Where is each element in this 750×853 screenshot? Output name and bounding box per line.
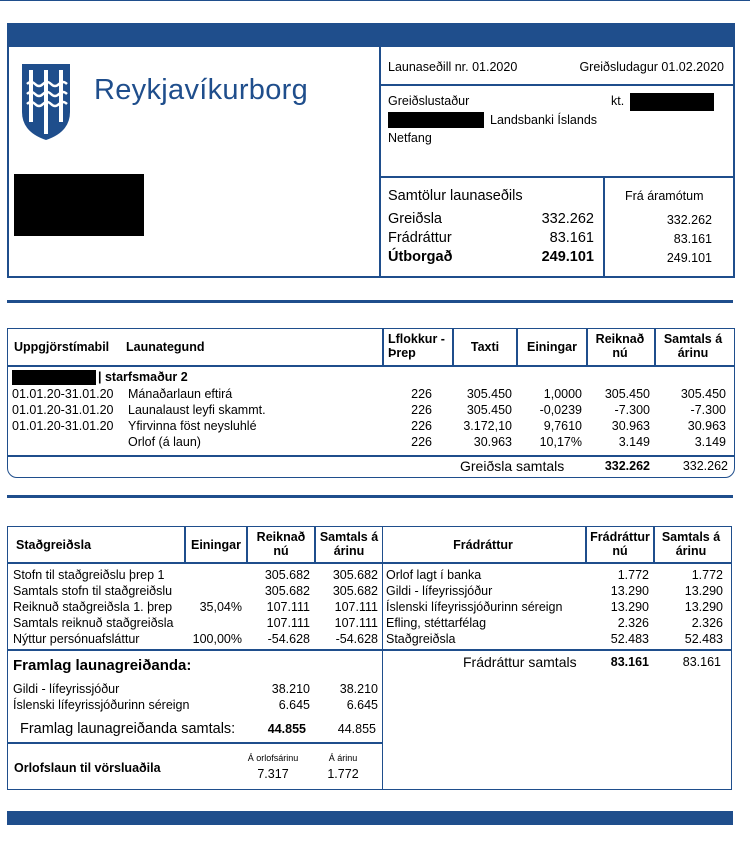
email-label: Netfang [388,131,432,145]
ded-col-ytd: Samtals á árinu [661,530,721,558]
ded-label: Staðgreiðsla [386,632,456,646]
wage-grade: 226 [411,387,432,401]
wages-total-calc: 332.262 [604,459,650,473]
ded-label: Íslenski lífeyrissjóðurinn séreign [386,600,563,614]
top-rule [0,0,750,1]
deduction-row [381,631,731,647]
deduction-row [381,583,731,599]
deduction-row [381,567,731,583]
ded-total-label: Frádráttur samtals [463,654,577,670]
employer-total-label: Framlag launagreiðanda samtals: [20,721,236,737]
summary-row-net [388,249,728,267]
header-hdivider-1 [380,84,733,86]
ded-calc: 52.483 [610,632,649,646]
col-divider [586,329,588,365]
wage-row [8,418,734,434]
summary-label: Greiðsla [388,211,442,227]
ded-col-calc: Frádráttur nú [590,530,650,558]
summary-row-payment [388,211,728,229]
wage-units: 1,0000 [543,387,582,401]
footer-band [7,811,733,825]
kt-label: kt. [611,94,625,108]
ded-ytd: 52.483 [684,632,723,646]
employer-calc: 38.210 [271,682,310,696]
ded-calc: 13.290 [610,600,649,614]
wage-ytd: 305.450 [680,387,726,401]
wage-rate: 305.450 [466,387,512,401]
wage-ytd: 30.963 [687,419,726,433]
tax-units: 100,00% [192,632,242,646]
wage-row [8,386,734,402]
wage-ytd: 3.149 [694,435,726,449]
ded-ytd: 1.772 [691,568,723,582]
tax-label: Samtals stofn til staðgreiðslu [13,584,173,598]
ded-label: Gildi - lífeyrissjóður [386,584,493,598]
wage-period: 01.01.20-31.01.20 [12,403,114,417]
tax-units: 35,04% [199,600,242,614]
section-separator-2 [7,495,733,498]
tax-title: Staðgreiðsla [16,538,92,552]
redacted-account [388,112,484,128]
tax-box [7,526,383,790]
employer-label: Íslenski lífeyrissjóðurinn séreign [13,698,190,712]
summary-label: Útborgað [388,249,453,265]
tax-calc: 107.111 [266,600,310,614]
tax-ytd: 107.111 [334,600,378,614]
col-header-ytd: Samtals á árinu [663,332,723,360]
payslip-number: Launaseðill nr. 01.2020 [388,60,518,74]
summary-label: Frádráttur [388,230,452,246]
col-header-calc: Reiknað nú [595,332,645,360]
wage-type: Orlof (á laun) [128,435,201,449]
wages-table [7,328,735,478]
wage-period: 01.01.20-31.01.20 [12,387,114,401]
ded-total-calc: 83.161 [610,655,649,669]
tax-col-ytd: Samtals á árinu [319,530,379,558]
wage-rate: 305.450 [466,403,512,417]
wage-units: -0,0239 [539,403,582,417]
tax-rule [8,649,382,651]
holiday-label: Orlofslaun til vörsluaðila [14,761,161,775]
holiday-col2-value: 1.772 [327,767,359,781]
section-separator-1 [7,300,733,303]
wage-grade: 226 [411,435,432,449]
tax-label: Reiknuð staðgreiðsla 1. þrep [13,600,173,614]
wage-type: Mánaðarlaun eftirá [128,387,233,401]
ded-rule [381,649,731,651]
col-header-type: Launategund [126,340,205,354]
tax-label: Samtals reiknuð staðgreiðsla [13,616,174,630]
wages-header-bottom [8,365,734,367]
deductions-title: Frádráttur [453,538,513,552]
tax-calc: -54.628 [267,632,310,646]
reykjavik-coat-of-arms-icon [20,62,72,142]
summary-ytd: 249.101 [666,251,712,265]
payment-place-label: Greiðslustaður [388,94,470,108]
tax-col-units: Einingar [190,538,241,552]
wages-total-ytd: 332.262 [682,459,728,473]
ded-label: Orlof lagt í banka [386,568,482,582]
wage-rate: 3.172,10 [463,419,512,433]
ded-label: Efling, stéttarfélag [386,616,487,630]
tax-ytd: 305.682 [332,568,378,582]
summary-ytd-title: Frá áramótum [625,189,704,203]
bank-name: Landsbanki Íslands [490,113,598,127]
tax-ytd: 305.682 [332,584,378,598]
summary-ytd: 332.262 [666,213,712,227]
wage-type: Launalaust leyfi skammt. [128,403,266,417]
employer-label: Gildi - lífeyrissjóður [13,682,120,696]
employer-ytd: 6.645 [346,698,378,712]
tax-label: Nýttur persónuafsláttur [13,632,140,646]
wage-grade: 226 [411,403,432,417]
employer-ytd: 38.210 [339,682,378,696]
wage-calc: 305.450 [604,387,650,401]
ded-ytd: 2.326 [691,616,723,630]
wage-rate: 30.963 [473,435,512,449]
wage-units: 10,17% [539,435,582,449]
wage-grade: 226 [411,419,432,433]
deduction-row [381,599,731,615]
ded-header-bottom [381,562,731,564]
summary-value: 249.101 [541,249,594,265]
summary-value: 83.161 [549,230,594,246]
summary-title: Samtölur launaseðils [388,188,523,204]
col-header-grade: Lflokkur - Þrep [388,332,445,360]
brand-name: Reykjavíkurborg [94,74,309,106]
tax-row [8,567,382,583]
tax-ytd: -54.628 [335,632,378,646]
tax-ytd: 107.111 [334,616,378,630]
tax-row [8,615,382,631]
tax-row [8,599,382,615]
employer-total-ytd: 44.855 [337,722,376,736]
employer-row [8,681,382,697]
employer-calc: 6.645 [278,698,310,712]
tax-col-calc: Reiknað nú [256,530,306,558]
col-header-rate: Taxti [470,340,500,354]
holiday-col2-label: Á árinu [328,753,358,763]
ded-calc: 2.326 [617,616,649,630]
wage-period: 01.01.20-31.01.20 [12,419,114,433]
ded-calc: 1.772 [617,568,649,582]
wage-units: 9,7610 [543,419,582,433]
tax-label: Stofn til staðgreiðslu þrep 1 [13,568,165,582]
redacted-employee-name [12,370,96,385]
col-divider [382,329,384,365]
deductions-box [381,526,732,790]
tax-calc: 305.682 [264,584,310,598]
employee-title: | starfsmaður 2 [98,370,188,384]
redacted-kt [630,93,714,111]
tax-calc: 107.111 [266,616,310,630]
wage-calc: 3.149 [618,435,650,449]
wages-total-rule [8,455,734,457]
tax-header-bottom [8,562,382,564]
payday: Greiðsludagur 01.02.2020 [579,60,724,74]
wage-ytd: -7.300 [690,403,726,417]
header-band [7,23,735,47]
deduction-row [381,615,731,631]
redacted-address [14,174,144,236]
summary-row-deduction [388,230,728,248]
wages-total-label: Greiðsla samtals [460,458,565,474]
wage-row [8,402,734,418]
holiday-col1-value: 7.317 [257,767,289,781]
employer-title: Framlag launagreiðanda: [13,657,192,674]
col-header-period: Uppgjörstímabil [14,340,110,354]
wage-calc: 30.963 [611,419,650,433]
wage-calc: -7.300 [614,403,650,417]
ded-ytd: 13.290 [684,584,723,598]
ded-calc: 13.290 [610,584,649,598]
tax-calc: 305.682 [264,568,310,582]
wage-type: Yfirvinna föst neysluhlé [128,419,257,433]
ded-ytd: 13.290 [684,600,723,614]
col-header-units: Einingar [526,340,577,354]
tax-row [8,631,382,647]
holiday-col1-label: Á orlofsárinu [247,753,299,763]
summary-value: 332.262 [541,211,594,227]
ded-total-ytd: 83.161 [682,655,721,669]
summary-ytd: 83.161 [673,232,712,246]
employer-total-calc: 44.855 [267,722,306,736]
employer-row [8,697,382,713]
wage-row [8,434,734,450]
header-vdivider [379,46,381,278]
header-hdivider-2 [380,176,733,178]
tax-row [8,583,382,599]
holiday-rule [8,742,382,744]
